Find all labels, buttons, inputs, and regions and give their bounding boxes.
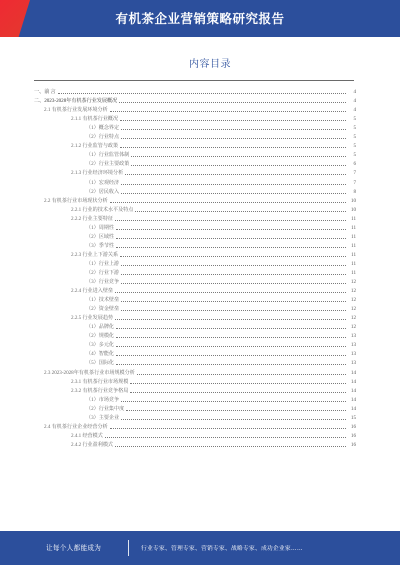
toc-page-number: 12 bbox=[350, 315, 356, 322]
toc-entry-label: （1）行业上游 bbox=[86, 260, 120, 267]
toc-dot-leader bbox=[116, 328, 346, 329]
toc-dot-leader bbox=[110, 428, 346, 429]
toc-page-number: 11 bbox=[351, 224, 356, 231]
toc-dot-leader bbox=[121, 265, 346, 266]
toc-entry[interactable] bbox=[34, 195, 356, 204]
toc-dot-leader bbox=[137, 374, 346, 375]
toc-dot-leader bbox=[116, 247, 346, 248]
toc-entry[interactable] bbox=[34, 394, 356, 403]
toc-entry[interactable] bbox=[34, 258, 356, 267]
toc-dot-leader bbox=[115, 220, 346, 221]
toc-entry-label: 2.2.5 行业发展趋势 bbox=[71, 315, 114, 322]
toc-page-number: 12 bbox=[350, 324, 356, 331]
toc-entry-label: 2.1.2 行业监管与政策 bbox=[71, 143, 119, 150]
toc-entry[interactable] bbox=[34, 285, 356, 294]
toc-page-number: 4 bbox=[353, 107, 356, 114]
toc-dot-leader bbox=[115, 319, 346, 320]
toc-entry-label: （2）居民收入 bbox=[86, 188, 120, 195]
toc-entry[interactable] bbox=[34, 186, 356, 195]
toc-page-number: 13 bbox=[350, 342, 356, 349]
toc-entry[interactable] bbox=[34, 158, 356, 167]
toc-dot-leader bbox=[105, 437, 346, 438]
toc-entry-label: 2.2.3 行业上下游关系 bbox=[71, 251, 119, 258]
toc-dot-leader bbox=[120, 120, 346, 121]
toc-page-number: 16 bbox=[350, 432, 356, 439]
toc-dot-leader bbox=[116, 355, 346, 356]
toc-dot-leader bbox=[131, 165, 346, 166]
footer-slogan-right: 行业专家、管理专家、营销专家、战略专家、成功企业家…… bbox=[141, 546, 303, 552]
toc-page-number: 7 bbox=[353, 170, 356, 177]
toc-top-rule bbox=[34, 80, 354, 81]
toc-entry[interactable] bbox=[34, 276, 356, 285]
toc-entry[interactable] bbox=[34, 430, 356, 439]
toc-page-number: 14 bbox=[350, 396, 356, 403]
toc-entry-label: （1）品牌化 bbox=[86, 324, 115, 331]
toc-entry[interactable] bbox=[34, 412, 356, 421]
toc-entry[interactable] bbox=[34, 222, 356, 231]
toc-entry-label: 2.1.1 有机茶行业概况 bbox=[71, 116, 119, 123]
toc-entry-label: （3）主要企业 bbox=[86, 414, 120, 421]
toc-entry[interactable] bbox=[34, 95, 356, 104]
toc-dot-leader bbox=[120, 256, 346, 257]
toc-dot-leader bbox=[121, 401, 346, 402]
toc-page-number: 12 bbox=[350, 279, 356, 286]
toc-page-number: 11 bbox=[351, 251, 356, 258]
toc-dot-leader bbox=[116, 364, 346, 365]
toc-entry-label: 2.1.3 行业经济环境分析 bbox=[71, 170, 124, 177]
toc-entry-label: （4）智能化 bbox=[86, 351, 115, 358]
toc-entry-label: 2.4.2 行业盈利模式 bbox=[71, 441, 114, 448]
toc-entry-label: 一、前 言 bbox=[34, 89, 56, 96]
toc-entry-label: 二、2023-2028年有机茶行业发展概况 bbox=[34, 98, 118, 105]
toc-page-number: 16 bbox=[350, 441, 356, 448]
toc-dot-leader bbox=[126, 410, 346, 411]
toc-entry[interactable] bbox=[34, 421, 356, 430]
toc-entry-label: 2.2 有机茶行业市场现状分析 bbox=[44, 197, 108, 204]
report-footer bbox=[0, 531, 400, 565]
toc-dot-leader bbox=[110, 111, 346, 112]
toc-page-number: 7 bbox=[353, 179, 356, 186]
toc-dot-leader bbox=[121, 193, 346, 194]
toc-entry[interactable] bbox=[34, 231, 356, 240]
toc-dot-leader bbox=[120, 147, 346, 148]
toc-entry[interactable] bbox=[34, 131, 356, 140]
toc-entry-label: （2）规模化 bbox=[86, 333, 115, 340]
toc-entry[interactable] bbox=[34, 204, 356, 213]
toc-entry[interactable] bbox=[34, 330, 356, 339]
toc-entry[interactable] bbox=[34, 385, 356, 394]
toc-page-number: 10 bbox=[350, 206, 356, 213]
toc-page-number: 13 bbox=[350, 351, 356, 358]
toc-entry-label: （1）周期性 bbox=[86, 224, 115, 231]
toc-page-number: 4 bbox=[353, 98, 356, 105]
toc-page-number: 11 bbox=[351, 215, 356, 222]
toc-page-number: 14 bbox=[350, 387, 356, 394]
toc-page-number: 12 bbox=[350, 306, 356, 313]
toc-dot-leader bbox=[116, 337, 346, 338]
toc-page-number: 10 bbox=[350, 197, 356, 204]
toc-page-number: 5 bbox=[353, 143, 356, 150]
toc-dot-leader bbox=[130, 383, 346, 384]
toc-page-number: 11 bbox=[351, 260, 356, 267]
toc-dot-leader bbox=[115, 292, 346, 293]
toc-dot-leader bbox=[116, 229, 346, 230]
toc-entry[interactable] bbox=[34, 213, 356, 222]
table-of-contents bbox=[34, 86, 356, 448]
footer-slogan-left: 让每个人都能成为 bbox=[46, 544, 102, 552]
toc-page-number: 11 bbox=[351, 242, 356, 249]
toc-entry-label: （3）多元化 bbox=[86, 342, 115, 349]
toc-entry[interactable] bbox=[34, 348, 356, 357]
toc-page-number: 11 bbox=[351, 233, 356, 240]
toc-page-number: 8 bbox=[353, 188, 356, 195]
toc-page-number: 12 bbox=[350, 297, 356, 304]
toc-dot-leader bbox=[110, 202, 346, 203]
toc-dot-leader bbox=[121, 129, 346, 130]
toc-dot-leader bbox=[119, 102, 346, 103]
toc-entry-label: （1）行业监管体制 bbox=[86, 152, 130, 159]
toc-page-number: 12 bbox=[350, 288, 356, 295]
toc-entry[interactable] bbox=[34, 312, 356, 321]
toc-page-number: 5 bbox=[353, 134, 356, 141]
toc-entry-label: （1）概念界定 bbox=[86, 125, 120, 132]
toc-entry[interactable] bbox=[34, 303, 356, 312]
toc-dot-leader bbox=[116, 238, 346, 239]
toc-entry-label: 2.2.2 行业主要特征 bbox=[71, 215, 114, 222]
toc-dot-leader bbox=[121, 419, 346, 420]
toc-entry-label: 2.4 有机茶行业企业经营分析 bbox=[44, 423, 108, 430]
toc-page-number: 16 bbox=[350, 423, 356, 430]
toc-entry-label: （5）国际化 bbox=[86, 360, 115, 367]
toc-entry-label: 2.4.1 经营模式 bbox=[71, 432, 103, 439]
toc-entry-label: （2）区域性 bbox=[86, 233, 115, 240]
toc-entry[interactable] bbox=[34, 249, 356, 258]
toc-entry[interactable] bbox=[34, 104, 356, 113]
toc-entry[interactable] bbox=[34, 240, 356, 249]
toc-entry-label: （2）行业集中度 bbox=[86, 405, 125, 412]
toc-dot-leader bbox=[131, 156, 346, 157]
toc-dot-leader bbox=[121, 138, 346, 139]
toc-entry-label: 2.3.1 有机茶行业市场规模 bbox=[71, 378, 129, 385]
toc-entry-label: 2.1 有机茶行业发展环境分析 bbox=[44, 107, 108, 114]
toc-dot-leader bbox=[121, 301, 346, 302]
toc-dot-leader bbox=[121, 184, 346, 185]
toc-entry-label: （2）行业主要政策 bbox=[86, 161, 130, 168]
toc-heading: 内容目录 bbox=[189, 59, 231, 70]
toc-entry[interactable] bbox=[34, 339, 356, 348]
toc-dot-leader bbox=[116, 346, 346, 347]
toc-page-number: 11 bbox=[351, 269, 356, 276]
toc-entry[interactable] bbox=[34, 122, 356, 131]
toc-dot-leader bbox=[135, 211, 346, 212]
toc-entry[interactable] bbox=[34, 176, 356, 185]
toc-page-number: 13 bbox=[350, 333, 356, 340]
toc-entry-label: （2）行业特点 bbox=[86, 134, 120, 141]
toc-dot-leader bbox=[121, 274, 346, 275]
toc-entry[interactable] bbox=[34, 294, 356, 303]
toc-entry-label: 2.3.2 有机茶行业竞争格局 bbox=[71, 387, 129, 394]
toc-entry-label: （1）市场竞争 bbox=[86, 396, 120, 403]
toc-entry[interactable] bbox=[34, 267, 356, 276]
toc-entry-label: （1）宏观经济 bbox=[86, 179, 120, 186]
report-header bbox=[0, 0, 400, 37]
toc-entry[interactable] bbox=[34, 321, 356, 330]
toc-dot-leader bbox=[130, 392, 346, 393]
toc-entry[interactable] bbox=[34, 376, 356, 385]
toc-entry-label: （1）技术壁垒 bbox=[86, 297, 120, 304]
toc-entry[interactable] bbox=[34, 86, 356, 95]
toc-entry[interactable] bbox=[34, 140, 356, 149]
toc-page-number: 4 bbox=[353, 89, 356, 96]
toc-page-number: 5 bbox=[353, 152, 356, 159]
toc-entry[interactable] bbox=[34, 439, 356, 448]
toc-dot-leader bbox=[58, 93, 346, 94]
toc-dot-leader bbox=[121, 310, 346, 311]
report-title: 有机茶企业营销策略研究报告 bbox=[115, 11, 285, 26]
toc-entry-label: 2.2.1 行业的技术水平及特点 bbox=[71, 206, 134, 213]
toc-dot-leader bbox=[125, 174, 346, 175]
toc-entry[interactable] bbox=[34, 167, 356, 176]
toc-page-number: 15 bbox=[350, 414, 356, 421]
toc-page-number: 14 bbox=[350, 369, 356, 376]
toc-entry-label: （3）行业竞争 bbox=[86, 279, 120, 286]
toc-entry-label: 2.3 2023-2028年有机茶行业市场规模分析 bbox=[44, 369, 135, 376]
toc-entry-label: （3）季节性 bbox=[86, 242, 115, 249]
toc-page-number: 6 bbox=[353, 161, 356, 168]
toc-entry-label: 2.2.4 行业进入壁垒 bbox=[71, 288, 114, 295]
toc-page-number: 14 bbox=[350, 405, 356, 412]
toc-dot-leader bbox=[121, 283, 346, 284]
toc-page-number: 5 bbox=[353, 125, 356, 132]
toc-entry[interactable] bbox=[34, 113, 356, 122]
toc-entry[interactable] bbox=[34, 403, 356, 412]
toc-page-number: 5 bbox=[353, 116, 356, 123]
footer-divider bbox=[128, 540, 129, 556]
toc-entry-label: （2）资金壁垒 bbox=[86, 306, 120, 313]
toc-page-number: 14 bbox=[350, 378, 356, 385]
toc-entry[interactable] bbox=[34, 366, 356, 375]
toc-dot-leader bbox=[115, 446, 346, 447]
toc-entry[interactable] bbox=[34, 357, 356, 366]
toc-page-number: 13 bbox=[350, 360, 356, 367]
toc-entry-label: （2）行业下游 bbox=[86, 269, 120, 276]
toc-entry[interactable] bbox=[34, 149, 356, 158]
